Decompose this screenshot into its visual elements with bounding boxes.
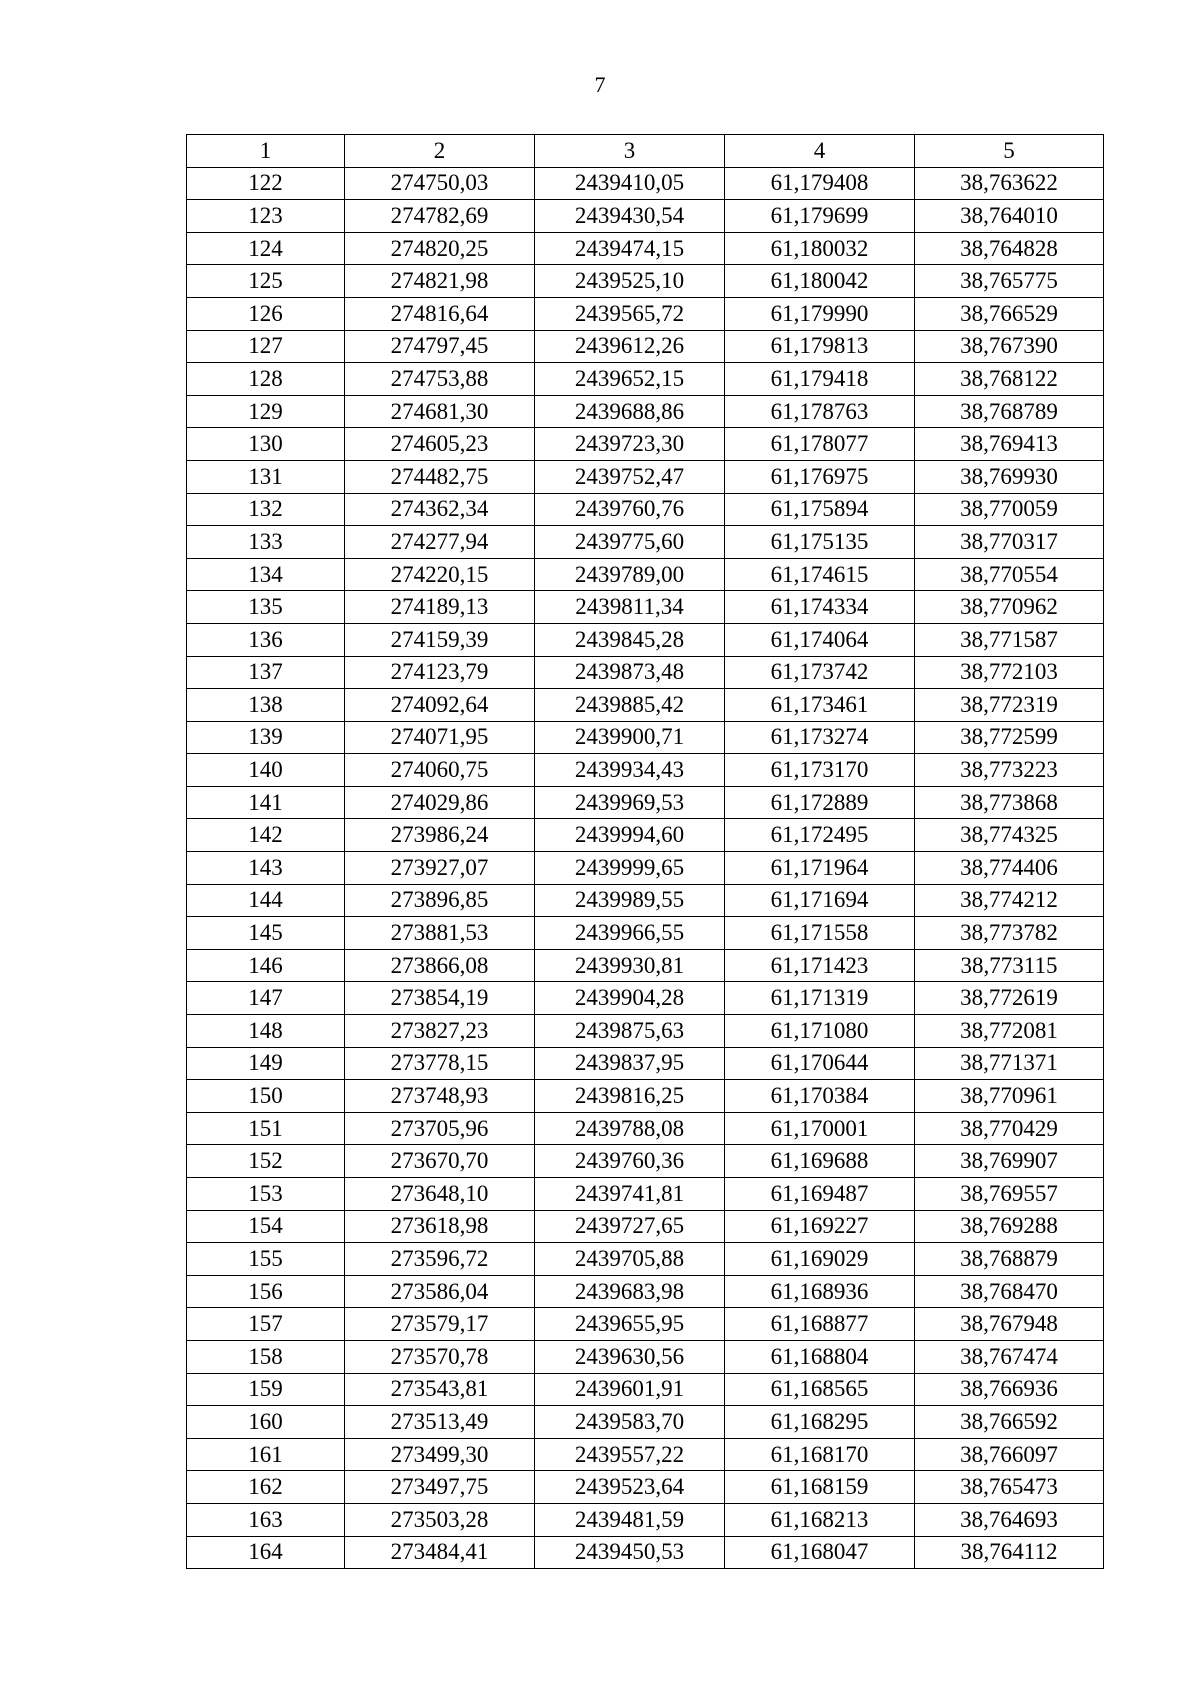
cell-latitude: 61,171558 (725, 917, 915, 950)
cell-latitude: 61,170644 (725, 1047, 915, 1080)
table-row (187, 1178, 1104, 1211)
cell-x-coordinate: 273543,81 (345, 1373, 535, 1406)
cell-latitude: 61,178763 (725, 395, 915, 428)
cell-latitude: 61,173461 (725, 689, 915, 722)
header-cell-1: 1 (187, 135, 345, 168)
cell-longitude: 38,772599 (915, 721, 1104, 754)
table-row (187, 591, 1104, 624)
cell-y-coordinate: 2439683,98 (535, 1275, 725, 1308)
table-row (187, 1503, 1104, 1536)
cell-longitude: 38,768122 (915, 363, 1104, 396)
cell-longitude: 38,766936 (915, 1373, 1104, 1406)
cell-latitude: 61,168877 (725, 1308, 915, 1341)
cell-point-number: 137 (187, 656, 345, 689)
cell-point-number: 134 (187, 558, 345, 591)
cell-y-coordinate: 2439612,26 (535, 330, 725, 363)
cell-latitude: 61,169029 (725, 1243, 915, 1276)
cell-longitude: 38,773115 (915, 949, 1104, 982)
cell-point-number: 149 (187, 1047, 345, 1080)
cell-x-coordinate: 273705,96 (345, 1112, 535, 1145)
cell-point-number: 138 (187, 689, 345, 722)
cell-point-number: 124 (187, 232, 345, 265)
cell-point-number: 146 (187, 949, 345, 982)
table-row (187, 1210, 1104, 1243)
cell-longitude: 38,765775 (915, 265, 1104, 298)
cell-y-coordinate: 2439788,08 (535, 1112, 725, 1145)
cell-y-coordinate: 2439837,95 (535, 1047, 725, 1080)
cell-y-coordinate: 2439450,53 (535, 1536, 725, 1569)
cell-latitude: 61,180042 (725, 265, 915, 298)
table-row (187, 460, 1104, 493)
cell-point-number: 123 (187, 200, 345, 233)
cell-x-coordinate: 274681,30 (345, 395, 535, 428)
cell-latitude: 61,172495 (725, 819, 915, 852)
cell-y-coordinate: 2439557,22 (535, 1438, 725, 1471)
table-row (187, 1406, 1104, 1439)
cell-y-coordinate: 2439474,15 (535, 232, 725, 265)
cell-longitude: 38,766529 (915, 297, 1104, 330)
cell-point-number: 133 (187, 526, 345, 559)
table-row (187, 689, 1104, 722)
cell-longitude: 38,767474 (915, 1340, 1104, 1373)
cell-x-coordinate: 273503,28 (345, 1503, 535, 1536)
table-row (187, 493, 1104, 526)
cell-y-coordinate: 2439934,43 (535, 754, 725, 787)
table-row (187, 1047, 1104, 1080)
cell-y-coordinate: 2439601,91 (535, 1373, 725, 1406)
cell-x-coordinate: 274816,64 (345, 297, 535, 330)
cell-y-coordinate: 2439875,63 (535, 1015, 725, 1048)
cell-longitude: 38,764010 (915, 200, 1104, 233)
cell-longitude: 38,768789 (915, 395, 1104, 428)
header-cell-2: 2 (345, 135, 535, 168)
cell-y-coordinate: 2439969,53 (535, 786, 725, 819)
cell-y-coordinate: 2439481,59 (535, 1503, 725, 1536)
table-row (187, 265, 1104, 298)
cell-point-number: 152 (187, 1145, 345, 1178)
cell-point-number: 142 (187, 819, 345, 852)
table-row (187, 330, 1104, 363)
cell-x-coordinate: 273513,49 (345, 1406, 535, 1439)
cell-latitude: 61,179408 (725, 167, 915, 200)
cell-point-number: 162 (187, 1471, 345, 1504)
cell-longitude: 38,766097 (915, 1438, 1104, 1471)
table-row (187, 884, 1104, 917)
table-row (187, 1112, 1104, 1145)
cell-latitude: 61,175894 (725, 493, 915, 526)
cell-x-coordinate: 274189,13 (345, 591, 535, 624)
cell-point-number: 148 (187, 1015, 345, 1048)
cell-y-coordinate: 2439688,86 (535, 395, 725, 428)
cell-longitude: 38,770429 (915, 1112, 1104, 1145)
cell-longitude: 38,774212 (915, 884, 1104, 917)
cell-x-coordinate: 273854,19 (345, 982, 535, 1015)
cell-x-coordinate: 273484,41 (345, 1536, 535, 1569)
header-cell-5: 5 (915, 135, 1104, 168)
cell-latitude: 61,174334 (725, 591, 915, 624)
cell-x-coordinate: 273497,75 (345, 1471, 535, 1504)
cell-latitude: 61,169688 (725, 1145, 915, 1178)
cell-longitude: 38,767948 (915, 1308, 1104, 1341)
cell-y-coordinate: 2439752,47 (535, 460, 725, 493)
cell-y-coordinate: 2439630,56 (535, 1340, 725, 1373)
cell-x-coordinate: 273866,08 (345, 949, 535, 982)
table-row (187, 1015, 1104, 1048)
cell-x-coordinate: 274482,75 (345, 460, 535, 493)
table-row (187, 1275, 1104, 1308)
cell-y-coordinate: 2439900,71 (535, 721, 725, 754)
cell-x-coordinate: 274821,98 (345, 265, 535, 298)
cell-point-number: 147 (187, 982, 345, 1015)
cell-x-coordinate: 274060,75 (345, 754, 535, 787)
cell-x-coordinate: 274029,86 (345, 786, 535, 819)
cell-latitude: 61,173742 (725, 656, 915, 689)
cell-x-coordinate: 274092,64 (345, 689, 535, 722)
cell-latitude: 61,179990 (725, 297, 915, 330)
cell-longitude: 38,769288 (915, 1210, 1104, 1243)
cell-y-coordinate: 2439410,05 (535, 167, 725, 200)
table-row (187, 754, 1104, 787)
cell-point-number: 129 (187, 395, 345, 428)
cell-point-number: 157 (187, 1308, 345, 1341)
cell-latitude: 61,168170 (725, 1438, 915, 1471)
cell-longitude: 38,773223 (915, 754, 1104, 787)
cell-latitude: 61,168295 (725, 1406, 915, 1439)
cell-y-coordinate: 2439930,81 (535, 949, 725, 982)
table-row (187, 1145, 1104, 1178)
table-row (187, 852, 1104, 885)
cell-longitude: 38,769930 (915, 460, 1104, 493)
cell-longitude: 38,769413 (915, 428, 1104, 461)
table-row (187, 656, 1104, 689)
cell-point-number: 155 (187, 1243, 345, 1276)
cell-longitude: 38,767390 (915, 330, 1104, 363)
cell-y-coordinate: 2439565,72 (535, 297, 725, 330)
cell-latitude: 61,179418 (725, 363, 915, 396)
table-row (187, 721, 1104, 754)
cell-y-coordinate: 2439760,76 (535, 493, 725, 526)
cell-longitude: 38,765473 (915, 1471, 1104, 1504)
cell-x-coordinate: 273670,70 (345, 1145, 535, 1178)
cell-latitude: 61,169487 (725, 1178, 915, 1211)
cell-longitude: 38,772319 (915, 689, 1104, 722)
cell-x-coordinate: 273499,30 (345, 1438, 535, 1471)
cell-y-coordinate: 2439760,36 (535, 1145, 725, 1178)
table-row (187, 786, 1104, 819)
cell-y-coordinate: 2439904,28 (535, 982, 725, 1015)
cell-longitude: 38,764693 (915, 1503, 1104, 1536)
cell-y-coordinate: 2439430,54 (535, 200, 725, 233)
cell-longitude: 38,773782 (915, 917, 1104, 950)
cell-point-number: 160 (187, 1406, 345, 1439)
table-row (187, 526, 1104, 559)
cell-longitude: 38,764828 (915, 232, 1104, 265)
cell-point-number: 140 (187, 754, 345, 787)
table-header (187, 135, 1104, 168)
cell-latitude: 61,168047 (725, 1536, 915, 1569)
cell-point-number: 153 (187, 1178, 345, 1211)
cell-x-coordinate: 273827,23 (345, 1015, 535, 1048)
cell-y-coordinate: 2439811,34 (535, 591, 725, 624)
cell-y-coordinate: 2439655,95 (535, 1308, 725, 1341)
cell-latitude: 61,168159 (725, 1471, 915, 1504)
cell-x-coordinate: 274071,95 (345, 721, 535, 754)
cell-point-number: 139 (187, 721, 345, 754)
cell-longitude: 38,769907 (915, 1145, 1104, 1178)
table-row (187, 1536, 1104, 1569)
header-row (187, 135, 1104, 168)
cell-point-number: 154 (187, 1210, 345, 1243)
cell-latitude: 61,171694 (725, 884, 915, 917)
cell-y-coordinate: 2439994,60 (535, 819, 725, 852)
cell-y-coordinate: 2439652,15 (535, 363, 725, 396)
header-cell-4: 4 (725, 135, 915, 168)
cell-y-coordinate: 2439885,42 (535, 689, 725, 722)
cell-x-coordinate: 274820,25 (345, 232, 535, 265)
table-row (187, 232, 1104, 265)
cell-longitude: 38,764112 (915, 1536, 1104, 1569)
cell-longitude: 38,774325 (915, 819, 1104, 852)
cell-y-coordinate: 2439989,55 (535, 884, 725, 917)
table-row (187, 363, 1104, 396)
cell-y-coordinate: 2439873,48 (535, 656, 725, 689)
cell-point-number: 158 (187, 1340, 345, 1373)
cell-longitude: 38,774406 (915, 852, 1104, 885)
table-row (187, 623, 1104, 656)
cell-point-number: 130 (187, 428, 345, 461)
cell-y-coordinate: 2439583,70 (535, 1406, 725, 1439)
cell-x-coordinate: 274362,34 (345, 493, 535, 526)
cell-point-number: 164 (187, 1536, 345, 1569)
cell-x-coordinate: 274797,45 (345, 330, 535, 363)
cell-point-number: 163 (187, 1503, 345, 1536)
cell-y-coordinate: 2439966,55 (535, 917, 725, 950)
cell-x-coordinate: 273881,53 (345, 917, 535, 950)
cell-x-coordinate: 274782,69 (345, 200, 535, 233)
cell-latitude: 61,170001 (725, 1112, 915, 1145)
table-row (187, 1340, 1104, 1373)
cell-longitude: 38,772103 (915, 656, 1104, 689)
cell-point-number: 131 (187, 460, 345, 493)
cell-x-coordinate: 273618,98 (345, 1210, 535, 1243)
header-cell-3: 3 (535, 135, 725, 168)
cell-y-coordinate: 2439775,60 (535, 526, 725, 559)
cell-x-coordinate: 274220,15 (345, 558, 535, 591)
cell-point-number: 127 (187, 330, 345, 363)
table-row (187, 917, 1104, 950)
cell-point-number: 128 (187, 363, 345, 396)
cell-y-coordinate: 2439523,64 (535, 1471, 725, 1504)
cell-point-number: 156 (187, 1275, 345, 1308)
table-row (187, 1080, 1104, 1113)
cell-x-coordinate: 274605,23 (345, 428, 535, 461)
cell-x-coordinate: 274750,03 (345, 167, 535, 200)
cell-y-coordinate: 2439705,88 (535, 1243, 725, 1276)
cell-longitude: 38,770059 (915, 493, 1104, 526)
table-row (187, 167, 1104, 200)
cell-x-coordinate: 273648,10 (345, 1178, 535, 1211)
table-row (187, 1243, 1104, 1276)
cell-latitude: 61,176975 (725, 460, 915, 493)
table-row (187, 949, 1104, 982)
cell-y-coordinate: 2439741,81 (535, 1178, 725, 1211)
table-row (187, 1438, 1104, 1471)
cell-latitude: 61,168565 (725, 1373, 915, 1406)
cell-y-coordinate: 2439999,65 (535, 852, 725, 885)
cell-y-coordinate: 2439723,30 (535, 428, 725, 461)
cell-point-number: 135 (187, 591, 345, 624)
cell-latitude: 61,172889 (725, 786, 915, 819)
table-row (187, 982, 1104, 1015)
cell-y-coordinate: 2439845,28 (535, 623, 725, 656)
cell-y-coordinate: 2439789,00 (535, 558, 725, 591)
cell-longitude: 38,770961 (915, 1080, 1104, 1113)
cell-x-coordinate: 273570,78 (345, 1340, 535, 1373)
cell-longitude: 38,770962 (915, 591, 1104, 624)
cell-y-coordinate: 2439727,65 (535, 1210, 725, 1243)
cell-longitude: 38,772081 (915, 1015, 1104, 1048)
cell-longitude: 38,768879 (915, 1243, 1104, 1276)
cell-longitude: 38,768470 (915, 1275, 1104, 1308)
cell-x-coordinate: 273596,72 (345, 1243, 535, 1276)
cell-point-number: 125 (187, 265, 345, 298)
cell-x-coordinate: 273748,93 (345, 1080, 535, 1113)
cell-latitude: 61,171319 (725, 982, 915, 1015)
cell-longitude: 38,763622 (915, 167, 1104, 200)
cell-point-number: 159 (187, 1373, 345, 1406)
cell-point-number: 122 (187, 167, 345, 200)
cell-x-coordinate: 273586,04 (345, 1275, 535, 1308)
cell-point-number: 141 (187, 786, 345, 819)
cell-longitude: 38,772619 (915, 982, 1104, 1015)
cell-x-coordinate: 273927,07 (345, 852, 535, 885)
cell-point-number: 143 (187, 852, 345, 885)
cell-longitude: 38,771587 (915, 623, 1104, 656)
table-body (187, 167, 1104, 1569)
cell-point-number: 144 (187, 884, 345, 917)
cell-x-coordinate: 274753,88 (345, 363, 535, 396)
cell-x-coordinate: 273896,85 (345, 884, 535, 917)
coordinates-table (186, 134, 1104, 1569)
cell-point-number: 150 (187, 1080, 345, 1113)
cell-longitude: 38,769557 (915, 1178, 1104, 1211)
cell-point-number: 132 (187, 493, 345, 526)
cell-latitude: 61,168936 (725, 1275, 915, 1308)
cell-point-number: 161 (187, 1438, 345, 1471)
cell-latitude: 61,174064 (725, 623, 915, 656)
cell-latitude: 61,179699 (725, 200, 915, 233)
cell-longitude: 38,773868 (915, 786, 1104, 819)
cell-x-coordinate: 274123,79 (345, 656, 535, 689)
cell-x-coordinate: 273778,15 (345, 1047, 535, 1080)
cell-point-number: 151 (187, 1112, 345, 1145)
cell-latitude: 61,171080 (725, 1015, 915, 1048)
cell-latitude: 61,168804 (725, 1340, 915, 1373)
cell-x-coordinate: 273986,24 (345, 819, 535, 852)
table-row (187, 558, 1104, 591)
cell-point-number: 136 (187, 623, 345, 656)
cell-latitude: 61,179813 (725, 330, 915, 363)
cell-latitude: 61,175135 (725, 526, 915, 559)
cell-longitude: 38,770554 (915, 558, 1104, 591)
cell-y-coordinate: 2439525,10 (535, 265, 725, 298)
cell-longitude: 38,770317 (915, 526, 1104, 559)
cell-latitude: 61,178077 (725, 428, 915, 461)
cell-x-coordinate: 273579,17 (345, 1308, 535, 1341)
cell-x-coordinate: 274159,39 (345, 623, 535, 656)
table-row (187, 1308, 1104, 1341)
cell-point-number: 145 (187, 917, 345, 950)
table-row (187, 819, 1104, 852)
table-row (187, 297, 1104, 330)
table-row (187, 428, 1104, 461)
table-row (187, 395, 1104, 428)
table-row (187, 200, 1104, 233)
cell-latitude: 61,171964 (725, 852, 915, 885)
cell-latitude: 61,173274 (725, 721, 915, 754)
cell-y-coordinate: 2439816,25 (535, 1080, 725, 1113)
cell-latitude: 61,173170 (725, 754, 915, 787)
cell-latitude: 61,180032 (725, 232, 915, 265)
cell-latitude: 61,169227 (725, 1210, 915, 1243)
cell-latitude: 61,174615 (725, 558, 915, 591)
table-row (187, 1373, 1104, 1406)
cell-x-coordinate: 274277,94 (345, 526, 535, 559)
cell-latitude: 61,170384 (725, 1080, 915, 1113)
table-row (187, 1471, 1104, 1504)
cell-latitude: 61,171423 (725, 949, 915, 982)
cell-point-number: 126 (187, 297, 345, 330)
cell-latitude: 61,168213 (725, 1503, 915, 1536)
cell-longitude: 38,771371 (915, 1047, 1104, 1080)
page-number: 7 (594, 72, 606, 97)
cell-longitude: 38,766592 (915, 1406, 1104, 1439)
